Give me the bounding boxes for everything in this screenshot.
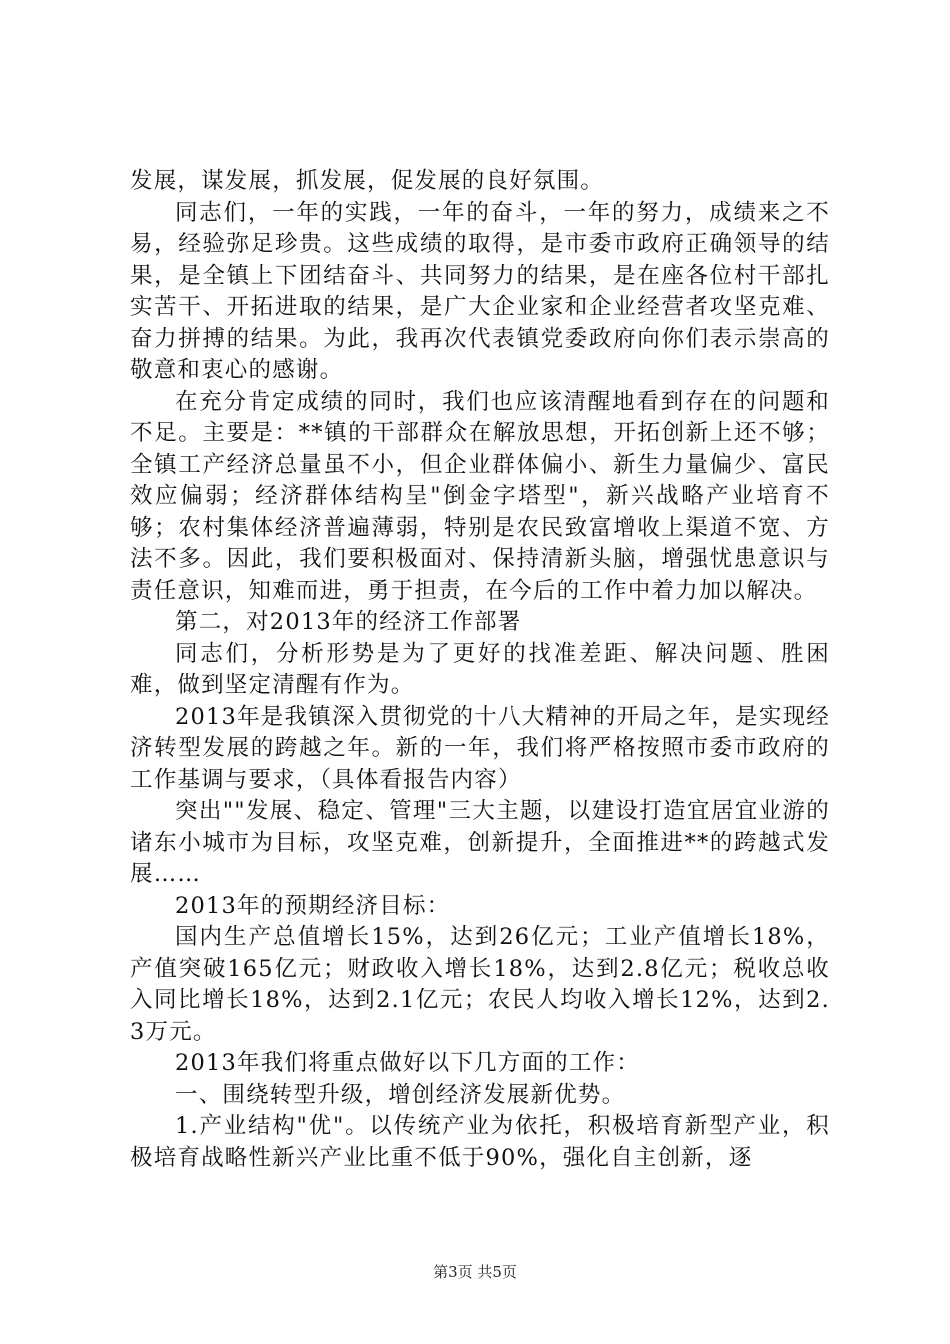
paragraph-11: 一、围绕转型升级，增创经济发展新优势。 [175,1081,626,1108]
paragraph-1: 发展，谋发展，抓发展，促发展的良好氛围。 [130,168,605,194]
paragraph-2: 同志们，一年的实践，一年的奋斗，一年的努力，成绩来之不易，经验弥足珍贵。这些成绩的取得，是市委市政府正确领导的结果，是全镇上下团结奋斗、共同努力的结果，是在座各位村干部扎实苦干、开拓进取的结果，是广大企业家和企业经营者攻坚克难、奋力拼搏的结果。为此，我再次代表镇党委政府向你们表示崇高的敬意和衷心的感谢。 [130,199,830,383]
paragraph-7: 突出""发展、稳定、管理"三大主题，以建设打造宜居宜业游的诸东小城市为目标，攻坚克难，创新提升，全面推进**的跨越式发展…… [130,798,830,887]
paragraph-3: 在充分肯定成绩的同时，我们也应该清醒地看到存在的问题和不足。主要是：**镇的干部群众在解放思想，开拓创新上还不够；全镇工产经济总量虽不小，但企业群体偏小、新生力量偏少、富民效应偏弱；经济群体结构呈"倒金字塔型"，新兴战略产业培育不够；农村集体经济普遍薄弱，特别是农民致富增收上渠道不宽、方法不多。因此，我们要积极面对、保持清新头脑，增强忧患意识与责任意识，知难而进，勇于担责，在今后的工作中着力加以解决。 [130,388,830,604]
paragraph-8: 2013年的预期经济目标： [175,892,451,919]
paragraph-6: 2013年是我镇深入贯彻党的十八大精神的开局之年，是实现经济转型发展的跨越之年。新的一年，我们将严格按照市委市政府的工作基调与要求，（具体看报告内容） [130,703,830,793]
paragraph-10: 2013年我们将重点做好以下几方面的工作： [175,1050,640,1076]
paragraph-9: 国内生产总值增长15%，达到26亿元；工业产值增长18%，产值突破165亿元；财政收入增长18%，达到2.8亿元；税收总收入同比增长18%，达到2.1亿元；农民人均收入增长12%，达到2.3万元。 [130,924,830,1045]
document-body [130,166,830,1174]
page-number-footer: 第3页 共5页 [433,1263,517,1281]
paragraph-5: 同志们，分析形势是为了更好的找准差距、解决问题、胜困难，做到坚定清醒有作为。 [130,640,830,698]
paragraph-12: 1.产业结构"优"。以传统产业为依托，积极培育新型产业，积极培育战略性新兴产业比重不低于90%，强化自主创新，逐 [130,1113,830,1171]
section-heading-2: 第二，对2013年的经济工作部署 [175,609,522,635]
